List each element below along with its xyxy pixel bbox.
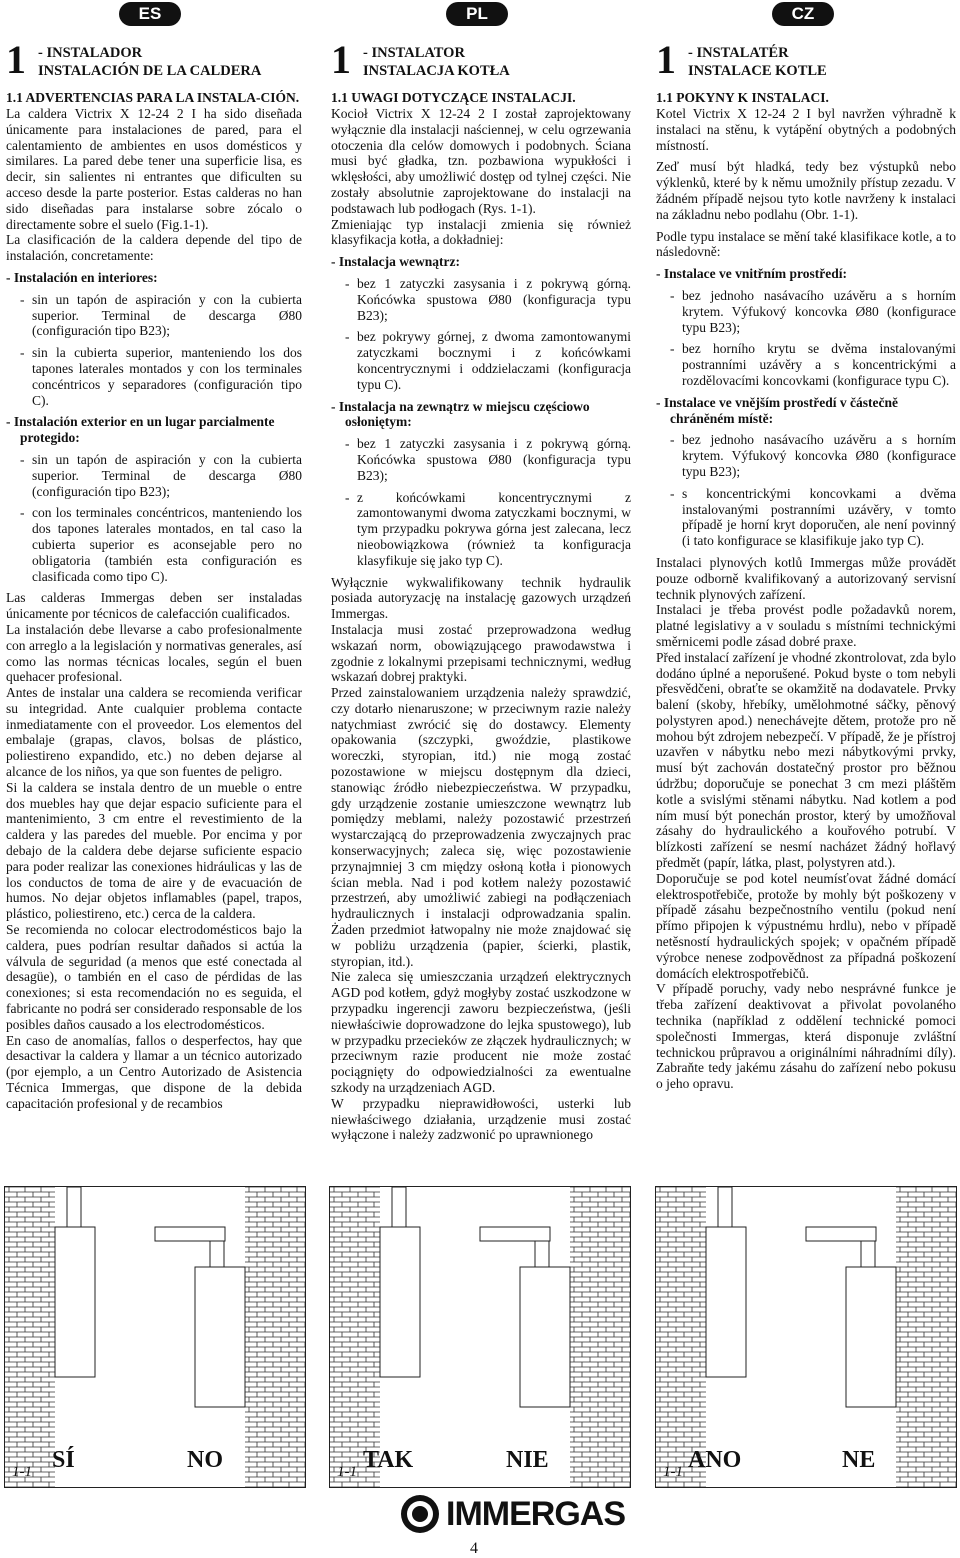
section-header <box>656 37 956 90</box>
list-item: - sin un tapón de aspiración y con la cubierta superior. Terminal de descarga Ø80 (configuración tipo B23); <box>6 292 302 339</box>
list-item: - sin la cubierta superior, manteniendo los dos tapones laterales montados y con los terminales concéntricos y separadores (configuración tipo C). <box>6 345 302 408</box>
paragraph: Nie zaleca się umieszczania urządzeń elektrycznych AGD pod kotłem, gdyż mogłyby zostać uszkodzone w przypadku ingerencji zaworu bezpieczeństwa, (jeśli niewłaściwie doprowadzone do lejka spustowego), lub w przypadku przecieków ze złączek hydraulicznych; w przeciwnym razie producent nie może zostać pociągnięty do odpowiedzialności za ewentualne szkody na urządzeniach AGD. <box>331 969 631 1096</box>
figure-number: 1-1 <box>12 1464 32 1480</box>
list-item: - bez 1 zatyczki zasysania i z pokrywą górną. Końcówka spustowa Ø80 (konfiguracja typu B23); <box>331 436 631 483</box>
paragraph: La clasificación de la caldera depende del tipo de instalación, concretamente: <box>6 232 302 264</box>
paragraph: Kotel Victrix X 12-24 2 I byl navržen výhradně k instalaci na stěnu, k vytápění obytných a podobných místností. <box>656 106 956 153</box>
paragraph: V případě poruchy, vady nebo nesprávné funkce je třeba zařízení deaktivovat a přivolat povolaného technika (například z oddělení technické pomoci společnosti Immergas, která disponuje zvláštní technickou průpravou a originálními náhradními díly). Zabraňte tedy jakému zásahu do zařízení nebo pokusu o jeho opravu. <box>656 981 956 1092</box>
paragraph: Doporučuje se pod kotel neumísťovat žádné domácí elektrospotřebiče, protože by mohly být poškozeny v případě zásahu bezpečnostního ventilu (pokud není přímo připojen k výpustnému hrdlu), nebo v případě netěsností hydraulických spojek; v opačném případě výrobce nenese zodpovědnost za případná poškození domácích elektrospotřebičů. <box>656 870 956 981</box>
list-heading: - Instalace ve vnějším prostředí v částečně chráněném místě: <box>656 394 898 426</box>
figure-caption-correct: ANO <box>688 1447 742 1473</box>
paragraph: La caldera Victrix X 12-24 2 I ha sido diseñada únicamente para instalaciones de pared, para el calentamiento de ambientes en usos domésticos y similares. La pared debe tener una superficie lisa, es decir, sin salientes ni entrantes que dificulten su acceso desde la parte posterior. Estas calderas no han sido diseñadas para instalarse sobre zócalo o directamente sobre el suelo (Fig.1-1). <box>6 106 302 232</box>
figure-caption-incorrect: NE <box>842 1447 876 1473</box>
boiler-installation-illustration <box>656 1187 956 1487</box>
section-header <box>6 37 302 90</box>
paragraph: La instalación debe llevarse a cabo profesionalmente con arreglo a la legislación y normativas generales, así como las normas técnicas locales, según el buen quehacer profesional. <box>6 621 302 685</box>
column-cz <box>656 37 956 1092</box>
logo-wordmark: IMMERGAS <box>446 1495 625 1533</box>
paragraph: Si la caldera se instala dentro de un mueble o entre dos muebles hay que dejar espacio suficiente para el mantenimiento, 3 cm entre el revestimiento de la caldera y las paredes del mueble. Por encima y por debajo de la caldera debe dejarse suficiente espacio para poder realizar las conexiones hidráulicas y las de los conductos de toma de aire y de evacuación de humos. No dejar objetos inflamables (papel, trapos, plástico, poliestireno, etc.) cerca de la caldera. <box>6 779 302 922</box>
section-title: - INSTALADOR INSTALACIÓN DE LA CALDERA <box>38 45 262 79</box>
paragraph: Instalacja musi zostać przeprowadzona według wskazań norm, obowiązującego prawodawstwa i zgodnie z lokalnymi przepisami technicznymi, według wskazań dobrej praktyki. <box>331 621 631 685</box>
column-es <box>6 37 302 1112</box>
paragraph: Se recomienda no colocar electrodomésticos bajo la caldera, pues podrían resultar dañados si actúa la válvula de seguridad (a menos que esté conectada al desagüe), o también en el caso de pérdidas de las conexiones; si esta recomendación no es seguida, el fabricante no podrá ser considerado responsable de los posibles daños causado a los electrodomésticos. <box>6 922 302 1032</box>
installation-figure-cz <box>655 1186 957 1488</box>
immergas-logo <box>400 1494 625 1534</box>
list-heading: - Instalación exterior en un lugar parcialmente protegido: <box>6 414 275 446</box>
language-tab-es: ES <box>119 2 181 26</box>
subsection-heading: 1.1 UWAGI DOTYCZĄCE INSTALACJI. <box>331 90 576 105</box>
paragraph: Przed zainstalowaniem urządzenia należy sprawdzić, czy dotarło nienaruszone; w przeciwnym razie należy natychmiast zwrócić się do dostawcy. Elementy opakowania (szczypki, gwoździe, plastikowe woreczki, styropian, itd.) nie mogą zostać pozostawione w miejscu dostępnym dla dzieci, stanowiąc źródło niebezpieczeństwa. W przypadku, gdy urządzenie zostanie umieszczone wewnątrz lub pomiędzy meblami, należy pozostawić przestrzeń wystarczającą do przeprowadzenia zwyczajnych prac konserwacyjnych; zaleca się, więc pozostawienie przynajmniej 3 cm między osłoną kotła i pionowych ścian mebla. Nad i pod kotłem należy pozostawić przestrzeń, aby umożliwić zabiegi na podłączeniach hydraulicznych i instalacji odprowadzania spalin. Żaden przedmiot łatwopalny nie może znajdować się w pobliżu urządzenia (papier, ścierki, plastik, styropian, itd.). <box>331 685 631 969</box>
list-heading: - Instalacja na zewnątrz w miejscu częściowo osłoniętym: <box>331 398 590 430</box>
subsection-heading: 1.1 ADVERTENCIAS PARA LA INSTALA-CIÓN. <box>6 90 300 105</box>
section-title: - INSTALATÉR INSTALACE KOTLE <box>688 45 827 79</box>
list-item: - s koncentrickými koncovkami a dvěma instalovanými postranními uzávěry, v tomto případě je horní kryt doporučen, ale není povinný (i tato konfigurace se klasifikuje jako typ C). <box>656 486 956 549</box>
list-item: - sin un tapón de aspiración y con la cubierta superior. Terminal de descarga Ø80 (configuración tipo B23); <box>6 452 302 499</box>
installation-figure-pl <box>329 1186 631 1488</box>
section-header <box>331 37 631 90</box>
page-number: 4 <box>470 1540 478 1557</box>
paragraph: En caso de anomalías, fallos o desperfectos, hay que desactivar la caldera y llamar a un técnico autorizado (por ejemplo, a un Centro Autorizado de Asistencia Técnica Immergas, que dispone de la debida capacitación profesional y de recambios <box>6 1032 302 1111</box>
figure-number: 1-1 <box>663 1464 683 1480</box>
paragraph: W przypadku nieprawidłowości, usterki lub niewłaściwego działania, urządzenie musi zostać wyłączone i należy zadzwonić po uprawnionego <box>331 1095 631 1143</box>
subsection-heading: 1.1 POKYNY K INSTALACI. <box>656 90 829 105</box>
paragraph: Podle typu instalace se mění také klasifikace kotle, a to následovně: <box>656 228 956 260</box>
list-item: - bez horního krytu se dvěma instalovanými postranními uzávěry a s koncentrickými a rozdělovacími koncovkami (konfigurace typu C). <box>656 341 956 388</box>
figure-caption-correct: SÍ <box>52 1447 75 1473</box>
list-item: - z końcówkami koncentrycznymi z zamontowanymi dwoma zatyczkami bocznymi, w tym przypadku pokrywa górna jest zalecana, lecz nieobowiązkowa (również ta konfiguracja klasyfikuje się jako typ C). <box>331 490 631 569</box>
boiler-installation-illustration <box>330 1187 630 1487</box>
figure-caption-correct: TAK <box>363 1447 414 1473</box>
section-number: 1 <box>6 37 26 82</box>
boiler-installation-illustration <box>5 1187 305 1487</box>
paragraph: Antes de instalar una caldera se recomienda verificar su integridad. Ante cualquier problema contacte inmediatamente con el proveedor. Los elementos del embalaje (grapas, clavos, bolsas de plástico, poliestireno expandido, etc.) no deben dejarse al alcance de los niños, ya que son fuentes de peligro. <box>6 685 302 780</box>
list-item: - bez jednoho nasávacího uzávěru a s horním krytem. Výfukový koncovka Ø80 (konfigurace typu B23); <box>656 288 956 335</box>
figure-number: 1-1 <box>337 1464 357 1480</box>
list-item: - con los terminales concéntricos, manteniendo los dos tapones laterales montados, en tal caso la cubierta superior es aconsejable pero no obligatoria (también esta configuración es clasificada como tipo C). <box>6 505 302 584</box>
installation-figure-es <box>4 1186 306 1488</box>
figure-caption-incorrect: NIE <box>506 1447 549 1473</box>
paragraph: Zmieniając typ instalacji zmienia się również klasyfikacja kotła, a dokładniej: <box>331 216 631 248</box>
section-title: - INSTALATOR INSTALACJA KOTŁA <box>363 45 510 79</box>
figure-caption-incorrect: NO <box>187 1447 223 1473</box>
paragraph: Instalaci je třeba provést podle požadavků norem, platné legislativy a v souladu s místními technickými směrnicemi podle zásad dobré praxe. <box>656 602 956 649</box>
list-heading: - Instalación en interiores: <box>6 269 158 285</box>
immergas-logo-icon <box>400 1494 440 1534</box>
paragraph: Wyłącznie wykwalifikowany technik hydraulik posiada autoryzację na instalację gazowych urządzeń Immergas. <box>331 574 631 622</box>
paragraph: Před instalací zařízení je vhodné zkontrolovat, zda bylo dodáno úplné a neporušené. Pokud byste o tom nebyli přesvědčeni, obraťte se okamžitě na dodavatele. Prvky balení (skoby, hřebíky, umělohmotné sáčky, pěnový polystyren apod.) nenechávejte dětem, protože pro ně mohou být zdrojem nebezpečí. V případě, že je přístroj uzavřen v nábytku nebo mezi nábytkovými prvky, musí být zachován dostatečný prostor pro běžnou údržbu; doporučuje se ponechat 3 cm mezi pláštěm kotle a svislými stěnami nábytku. Nad kotlem a pod ním musí být ponechán prostor, který by umožňoval zásahy do hydraulického a kouřového potrubí. V blízkosti zařízení se nesmí nacházet žádný hořlavý předmět (papír, látka, plast, polystyren atd.). <box>656 649 956 871</box>
paragraph: Kocioł Victrix X 12-24 2 I został zaprojektowany wyłącznie dla instalacji naściennej, w celu ogrzewania otoczenia dla celów domowych i podobnych. Ściana musi być gładka, tzn. pozbawiona wypukłości i wklęsłości, aby umożliwić dostęp od tylnej części. Nie zostały absolutnie zaprojektowane do instalacji na podstawach lub podłogach (Rys. 1-1). <box>331 106 631 216</box>
language-tab-cz: CZ <box>772 2 834 26</box>
list-item: - bez pokrywy górnej, z dwoma zamontowanymi zatyczkami bocznymi i z końcówkami koncentrycznymi i oddzielaczami (konfiguracja typu C). <box>331 329 631 392</box>
section-number: 1 <box>331 37 351 82</box>
list-item: - bez jednoho nasávacího uzávěru a s horním krytem. Výfukový koncovka Ø80 (konfigurace typu B23); <box>656 432 956 479</box>
list-item: - bez 1 zatyczki zasysania i z pokrywą górną. Końcówka spustowa Ø80 (konfiguracja typu B23); <box>331 276 631 323</box>
list-heading: - Instalacja wewnątrz: <box>331 254 460 270</box>
paragraph: Las calderas Immergas deben ser instaladas únicamente por técnicos de calefacción cualificados. <box>6 590 302 622</box>
section-number: 1 <box>656 37 676 82</box>
paragraph: Zeď musí být hladká, tedy bez výstupků nebo výklenků, které by k němu umožnily přístup zezadu. V žádném případě nejsou tyto kotle navrženy k instalaci na základnu nebo podlahu (Obr. 1-1). <box>656 159 956 222</box>
list-heading: - Instalace ve vnitřním prostředí: <box>656 266 847 282</box>
language-tab-pl: PL <box>446 2 508 26</box>
column-pl <box>331 37 631 1143</box>
paragraph: Instalaci plynových kotlů Immergas může provádět pouze odborně kvalifikovaný a autorizovaný servisní technik plynových zařízení. <box>656 554 956 602</box>
